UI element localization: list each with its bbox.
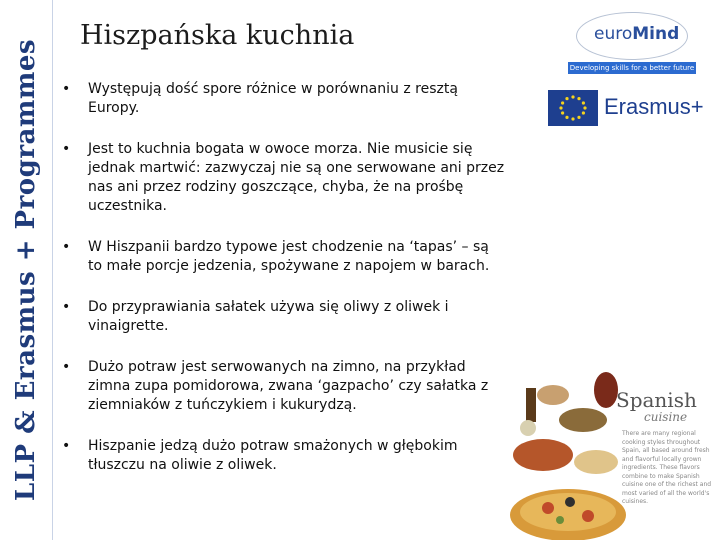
bullet-point-icon: •: [62, 359, 71, 375]
bullet-text: Do przyprawiania sałatek używa się oliwy z oliwek i vinaigrette.: [88, 299, 449, 334]
euromind-suffix: Mind: [632, 24, 680, 44]
bullet-text: Jest to kuchnia bogata w owoce morza. Nie musicie się jednak martwić: zazwyczaj nie są one serwowane ani przez nas ani przez rodziny goszczące, chyba, że na prośbę uczestnika.: [88, 141, 505, 214]
erasmus-plus-wordmark: Erasmus+: [604, 94, 704, 119]
programme-banner-text: LLP & Erasmus + Programmes: [11, 38, 41, 502]
erasmus-plus-logo: [548, 90, 716, 126]
bullet-item: [62, 80, 507, 118]
euromind-prefix: euro: [594, 24, 633, 44]
bullet-item: [62, 140, 507, 216]
bullet-point-icon: •: [62, 239, 71, 255]
bullet-item: [62, 238, 507, 276]
euromind-wordmark: [594, 24, 679, 44]
bullet-text: W Hiszpanii bardzo typowe jest chodzenie na ‘tapas’ – są to małe porcje jedzenia, spożywane z napojem w barach.: [88, 239, 490, 274]
bullet-point-icon: •: [62, 438, 71, 454]
bullet-text: Występują dość spore różnice w porównaniu z resztą Europy.: [88, 81, 458, 116]
euromind-logo: [568, 10, 698, 74]
bullet-point-icon: •: [62, 299, 71, 315]
bullet-text: Hiszpanie jedzą dużo potraw smażonych w głębokim tłuszczu na oliwie z oliwek.: [88, 438, 458, 473]
eu-flag-icon: [548, 90, 598, 126]
photo-heading: Spanish: [616, 388, 697, 412]
euromind-tagline: Developing skills for a better future: [569, 64, 695, 72]
bullet-item: [62, 437, 507, 475]
bullet-point-icon: •: [62, 141, 71, 157]
page-title: Hiszpańska kuchnia: [80, 20, 355, 51]
photo-subheading: cuisine: [644, 410, 688, 424]
photo-caption: There are many regional cooking styles throughout Spain, all based around fresh and flavorful locally grown ingredients. These flavors combine to make Spanish cuisine one of the richest and most varied of all the world's cuisines.: [622, 430, 712, 505]
vertical-programme-banner: [0, 0, 52, 540]
bullet-list: [62, 80, 507, 497]
bullet-item: [62, 358, 507, 415]
bullet-point-icon: •: [62, 81, 71, 97]
banner-divider: [52, 0, 53, 540]
bullet-text: Dużo potraw jest serwowanych na zimno, na przykład zimna zupa pomidorowa, zwana ‘gazpacho’ czy sałatka z ziemniaków z tuńczykiem i kukurydzą.: [88, 359, 489, 413]
bullet-item: [62, 298, 507, 336]
